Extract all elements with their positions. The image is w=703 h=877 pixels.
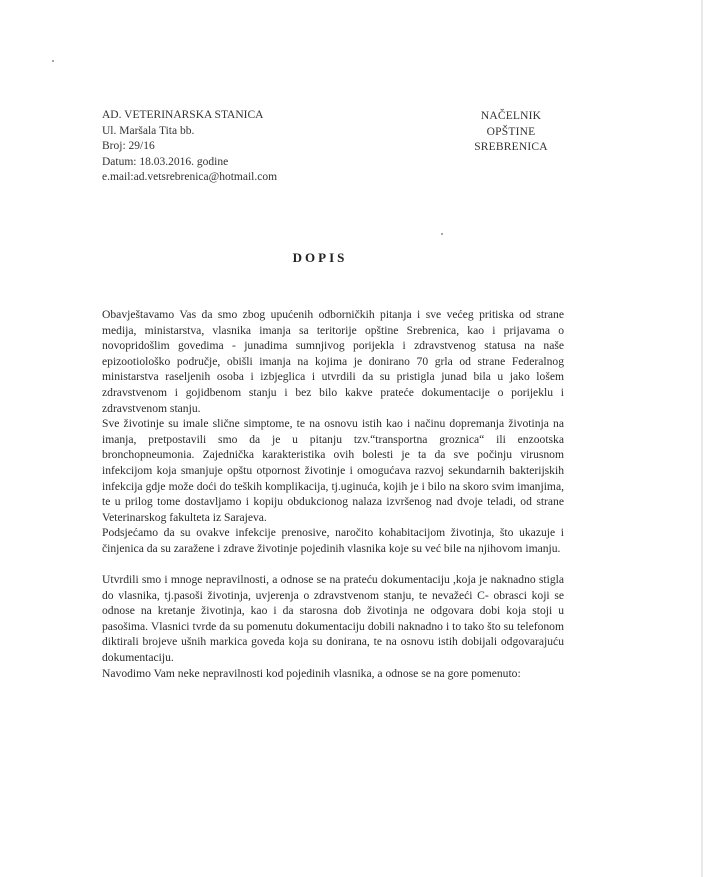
letter-body [102,307,564,681]
scan-speck [52,60,54,62]
recipient-block [455,109,567,156]
document-title: DOPIS [292,250,348,265]
sender-date: Datum: 18.03.2016. godine [102,155,229,168]
recipient-line2: SREBRENICA [474,141,548,153]
paragraph-infections: Podsjećamo da su ovakve infekcije prenosive, naročito kohabitacijom životinja, što ukazuje i činjenica da su zaražene i zdrave životinje pojedinih vlasnika koje su već bile na njihovom imanju. [102,526,564,555]
sender-block [102,108,277,186]
paragraph-irregularities: Utvrdili smo i mnoge nepravilnosti, a odnose se na prateću dokumentaciju ,koja je naknadno stigla do vlasnika, tj.pasoši životinja, uvjerenja o zdravstvenom stanju, te nevažeći C- obrasci koji se odnose na kretanje životinja, kao i da starosna dob životinja ne odgovara dobi koja stoji u pasošima. Vlasnici tvrde da su pomenutu dokumentaciju dobili naknadno i to tako što su telefonom diktirali brojeve ušnih markica goveda koja su donirana, te na osnovu istih dobijali odgovarajuću dokumentaciju. [102,573,564,665]
sender-email: e.mail:ad.vetsrebrenica@hotmail.com [102,171,278,183]
recipient-line1: NAČELNIK OPŠTINE [480,110,542,138]
paragraph-list-intro: Navodimo Vam neke nepravilnosti kod pojedinih vlasnika, a odnose se na gore pomenuto: [102,666,521,680]
sender-number: Broj: 29/16 [102,140,155,152]
scan-speck [441,233,443,235]
paragraph-symptoms: Sve životinje su imale slične simptome, te na osnovu istih kao i načinu dopremanja životinja na imanja, pretpostavili smo da je u pitanju tzv.“transportna groznica“ ili enzootska bronchopneumonia. Zajednička karakteristika ovih bolesti je ta da sve počinju virusnom infekcijom koja smanjuje opštu otpornost životinje i omogućava razvoj sekundarnih bakterijskih infekcija gdje može doći do teških komplikacija, tj.uginuća, kojih je i bilo na skoro svim imanjima, te u prilog tome dostavljamo i kopiju obdukcionog nalaza izvršenog nad dvoje teladi, od strane Veterinarskog fakulteta iz Sarajeva. [102,417,564,524]
sender-org: AD. VETERINARSKA STANICA [102,109,264,121]
paragraph-intro: Obavještavamo Vas da smo zbog upućenih odborničkih pitanja i sve većeg pritiska od strane medija, ministarstva, vlasnika imanja sa teritorije opštine Srebrenica, kao i prijavama o novopridošlim govedima - junadima sumnjivog porijekla i zdravstvenog statusa na naše epizootiološko područje, obišli imanja na kojima je donirano 70 grla od strane Federalnog ministarstva raseljenih osoba i izbjeglica i utvrdili da su pristigla junad bila u jako lošem zdravstvenom i gojidbenom stanju i bez bilo kakve prateće dokumentacije o porijeklu i zdravstvenom stanju. [102,308,564,415]
sender-address: Ul. Maršala Tita bb. [102,124,195,137]
